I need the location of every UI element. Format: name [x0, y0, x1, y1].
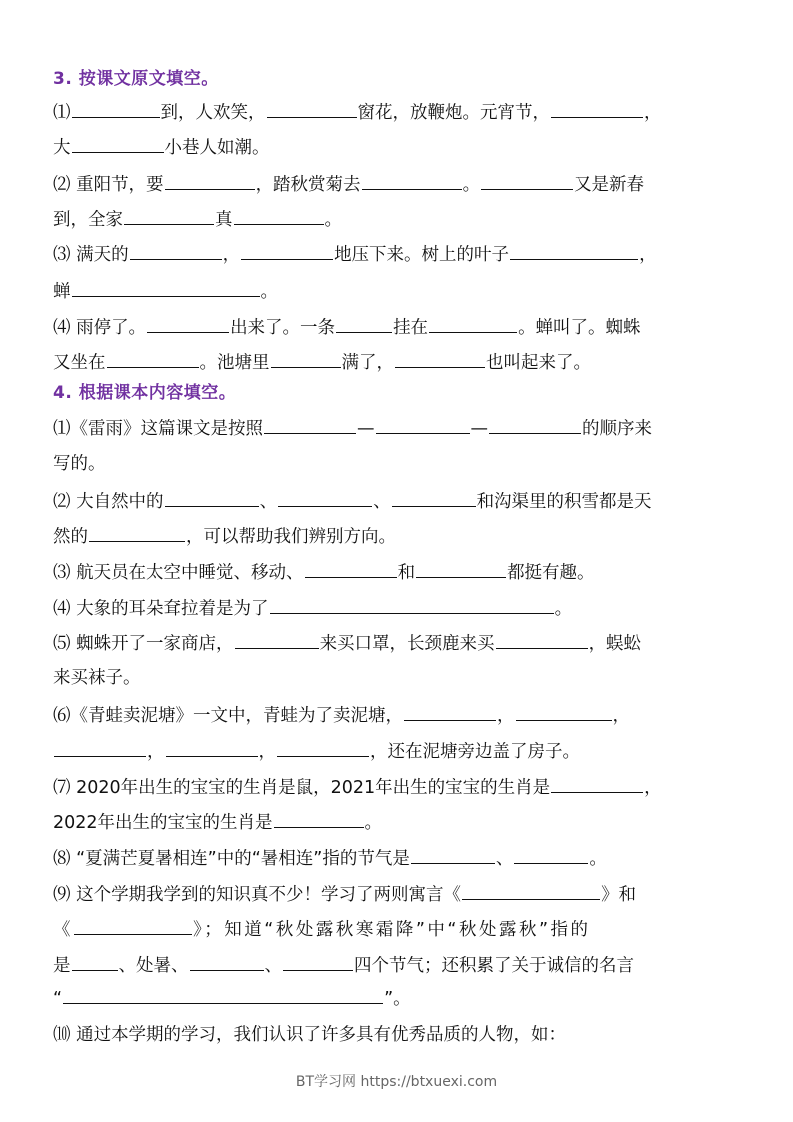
answer-blank[interactable] — [395, 350, 485, 368]
question-text: 出来了。一条 — [230, 318, 336, 338]
question-text: 写的。 — [53, 454, 106, 474]
question-text: ， — [258, 742, 276, 762]
question-text: 和 — [397, 563, 416, 583]
question-text: 。 — [260, 282, 278, 302]
answer-blank[interactable] — [72, 953, 118, 971]
question-line — [53, 279, 278, 303]
question-line — [53, 489, 652, 513]
question-line — [53, 172, 644, 196]
answer-blank[interactable] — [416, 560, 506, 578]
question-text: ⑽ 通过本学期的学习，我们认识了许多具有优秀品质的人物，如： — [53, 1025, 567, 1045]
question-text: 和沟渠里的积雪都是天 — [476, 492, 652, 512]
answer-blank[interactable] — [274, 810, 364, 828]
question-text: 都挺有趣。 — [507, 563, 595, 583]
section-3-heading: 3. 按课文原文填空。 — [53, 69, 219, 89]
question-text: 。 — [364, 813, 383, 833]
question-text: 来买口罩，长颈鹿来买 — [319, 634, 495, 654]
question-text: 。 — [554, 599, 573, 619]
question-text: — — [357, 419, 375, 439]
question-text: ⑻ “夏满芒夏暑相连”中的“暑相连”指的节气是 — [53, 849, 410, 869]
question-text: 。 — [589, 849, 607, 869]
question-text: ， — [639, 245, 657, 265]
answer-blank[interactable] — [336, 315, 392, 333]
question-text: 是 — [53, 956, 71, 976]
question-text: “ — [53, 989, 63, 1009]
question-text: 到，人欢笑， — [160, 103, 266, 123]
question-text: ， — [497, 706, 515, 726]
question-text: ⑺ 2020年出生的宝宝的生肖是鼠，2021年出生的宝宝的生肖是 — [53, 778, 551, 798]
answer-blank[interactable] — [392, 489, 476, 507]
answer-blank[interactable] — [514, 846, 588, 864]
question-text: ⑸ 蜘蛛开了一家商店， — [53, 634, 234, 654]
question-line — [53, 207, 342, 231]
question-text: ⑶ 满天的 — [53, 245, 129, 265]
answer-blank[interactable] — [270, 596, 554, 614]
answer-blank[interactable] — [510, 242, 638, 260]
question-line — [53, 986, 411, 1010]
question-text: 又坐在 — [53, 353, 106, 373]
question-text: 2022年出生的宝宝的生肖是 — [53, 813, 273, 833]
question-line — [53, 775, 662, 799]
section-4-heading: 4. 根据课本内容填空。 — [53, 383, 237, 403]
question-text: ，踏秋赏菊去 — [255, 175, 361, 195]
question-line — [53, 524, 396, 548]
question-text: 。池塘里 — [199, 353, 270, 373]
question-line — [53, 882, 636, 906]
question-text: 、 — [373, 492, 391, 512]
answer-blank[interactable] — [277, 739, 369, 757]
question-text: 小巷人如潮。 — [164, 138, 270, 158]
answer-blank[interactable] — [278, 489, 372, 507]
question-text: 大 — [53, 138, 71, 158]
answer-blank[interactable] — [481, 172, 573, 190]
question-line — [53, 667, 141, 689]
answer-blank[interactable] — [234, 207, 324, 225]
question-text: ⑷ 雨停了。 — [53, 318, 147, 338]
question-line — [53, 100, 662, 124]
question-text: ，可以帮助我们辨别方向。 — [186, 527, 396, 547]
question-text: ⑵ 大自然中的 — [53, 492, 164, 512]
answer-blank[interactable] — [124, 207, 214, 225]
question-text: 。 — [324, 210, 342, 230]
question-text: 》和 — [601, 885, 637, 905]
question-text: ， — [644, 103, 662, 123]
answer-blank[interactable] — [516, 703, 612, 721]
question-text: 》；知道“秋处露秋寒霜降”中“秋处露秋”指的 — [193, 920, 591, 940]
question-line — [53, 631, 641, 655]
question-text: 、 — [495, 849, 514, 869]
answer-blank[interactable] — [72, 135, 164, 153]
answer-blank[interactable] — [130, 242, 222, 260]
answer-blank[interactable] — [551, 100, 643, 118]
question-text: ，蜈蚣 — [588, 634, 642, 654]
question-line — [53, 315, 641, 339]
question-line — [53, 917, 591, 941]
question-text: 到，全家 — [53, 210, 123, 230]
question-line — [53, 953, 634, 977]
question-text: ⑴《雷雨》这篇课文是按照 — [53, 419, 263, 439]
question-text: 真 — [215, 210, 233, 230]
question-text: ”。 — [384, 989, 411, 1009]
answer-blank[interactable] — [404, 703, 496, 721]
answer-blank[interactable] — [283, 953, 353, 971]
answer-blank[interactable] — [89, 524, 185, 542]
question-text: 。蝉叫了。蜘蛛 — [518, 318, 641, 338]
question-line — [53, 416, 652, 440]
answer-blank[interactable] — [376, 416, 470, 434]
question-text: ， — [222, 245, 241, 265]
question-text: ⑵ 重阳节，要 — [53, 175, 164, 195]
answer-blank[interactable] — [72, 279, 260, 297]
answer-blank[interactable] — [362, 172, 462, 190]
answer-blank[interactable] — [264, 416, 356, 434]
answer-blank[interactable] — [190, 953, 264, 971]
question-text: 、 — [259, 492, 278, 512]
question-line — [53, 560, 595, 584]
question-text: ， — [612, 706, 630, 726]
question-line — [53, 1024, 566, 1046]
question-text: ⑷ 大象的耳朵耷拉着是为了 — [53, 599, 269, 619]
answer-blank[interactable] — [429, 315, 517, 333]
question-line — [53, 810, 382, 834]
question-line — [53, 350, 591, 374]
question-text: ⑼ 这个学期我学到的知识真不少！学习了两则寓言《 — [53, 885, 462, 905]
answer-blank[interactable] — [411, 846, 495, 864]
question-text: 满了， — [341, 353, 394, 373]
question-text: ， — [147, 742, 165, 762]
answer-blank[interactable] — [489, 416, 581, 434]
question-text: ⑹《青蛙卖泥塘》一文中，青蛙为了卖泥塘， — [53, 706, 403, 726]
question-text: 《 — [53, 920, 73, 940]
question-text: 。 — [462, 175, 481, 195]
answer-blank[interactable] — [551, 775, 643, 793]
question-text: 、处暑、 — [118, 956, 189, 976]
question-text: 又是新春 — [574, 175, 645, 195]
question-text: 然的 — [53, 527, 88, 547]
answer-blank[interactable] — [267, 100, 357, 118]
question-line — [53, 596, 572, 620]
question-text: 的顺序来 — [582, 419, 652, 439]
question-text: 四个节气；还积累了关于诚信的名言 — [354, 956, 634, 976]
answer-blank[interactable] — [165, 172, 255, 190]
question-line — [53, 453, 106, 475]
answer-blank[interactable] — [74, 917, 192, 935]
footer-watermark: BT学习网 https://btxuexi.com — [295, 1074, 498, 1090]
answer-blank[interactable] — [63, 986, 383, 1004]
question-text: ⑶ 航天员在太空中睡觉、移动、 — [53, 563, 304, 583]
question-line — [53, 703, 630, 727]
answer-blank[interactable] — [107, 350, 199, 368]
answer-blank[interactable] — [241, 242, 333, 260]
question-text: 来买袜子。 — [53, 668, 141, 688]
question-text: 地压下来。树上的叶子 — [334, 245, 510, 265]
answer-blank[interactable] — [147, 315, 229, 333]
question-text: 挂在 — [393, 318, 429, 338]
question-text: ，还在泥塘旁边盖了房子。 — [370, 742, 580, 762]
answer-blank[interactable] — [271, 350, 341, 368]
answer-blank[interactable] — [166, 739, 258, 757]
question-text: 也叫起来了。 — [486, 353, 591, 373]
answer-blank[interactable] — [462, 882, 600, 900]
question-text: 蝉 — [53, 282, 71, 302]
answer-blank[interactable] — [72, 100, 160, 118]
question-text: ⑴ — [53, 103, 71, 123]
question-line — [53, 135, 270, 159]
question-text: 、 — [264, 956, 282, 976]
question-text: ， — [644, 778, 662, 798]
answer-blank[interactable] — [235, 631, 319, 649]
answer-blank[interactable] — [165, 489, 259, 507]
question-line — [53, 242, 657, 266]
answer-blank[interactable] — [305, 560, 397, 578]
answer-blank[interactable] — [54, 739, 146, 757]
question-text: — — [470, 419, 488, 439]
question-line — [53, 846, 607, 870]
question-text: 窗花，放鞭炮。元宵节， — [357, 103, 550, 123]
question-line — [53, 739, 580, 763]
answer-blank[interactable] — [496, 631, 588, 649]
